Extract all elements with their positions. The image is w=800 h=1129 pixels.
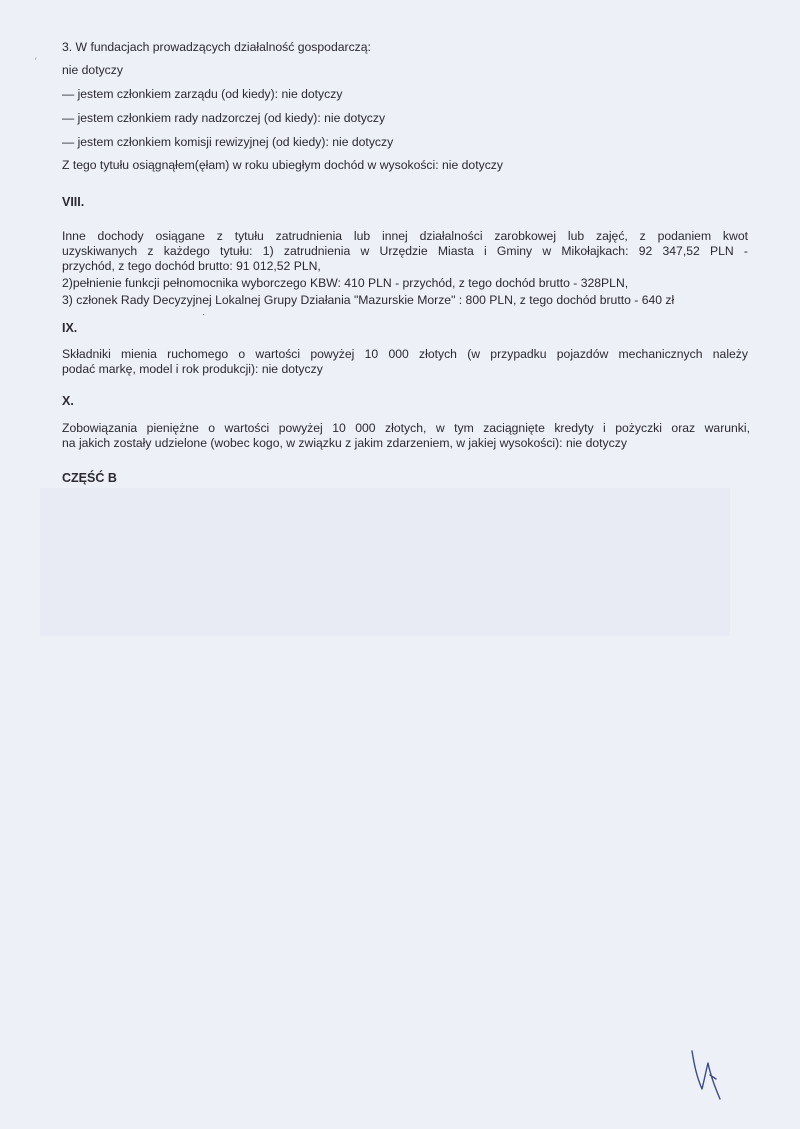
paper-fold-shade: [40, 488, 730, 636]
signature-initial: [680, 1045, 730, 1105]
scan-speck: [203, 314, 204, 315]
foundation-income-line: Z tego tytułu osiągnąłem(ęłam) w roku ubiegłym dochód w wysokości: nie dotyczy: [62, 158, 503, 172]
movable-property-line-2: podać markę, model i rok produkcji): nie dotyczy: [62, 362, 323, 376]
board-member-line: — jestem członkiem zarządu (od kiedy): nie dotyczy: [62, 87, 343, 101]
audit-committee-line: — jestem członkiem komisji rewizyjnej (od kiedy): nie dotyczy: [62, 135, 394, 149]
supervisory-board-line: — jestem członkiem rady nadzorczej (od kiedy): nie dotyczy: [62, 111, 386, 125]
movable-property-line-1: Składniki mienia ruchomego o wartości powyżej 10 000 złotych (w przypadku pojazdów mechanicznych należy: [62, 347, 748, 361]
foundations-status: nie dotyczy: [62, 63, 123, 77]
other-income-line-4: 2)pełnienie funkcji pełnomocnika wyborczego KBW: 410 PLN - przychód, z tego dochód brutto - 328PLN,: [62, 276, 629, 290]
other-income-line-3: przychód, z tego dochód brutto: 91 012,52 PLN,: [62, 259, 321, 273]
other-income-line-2: uzyskiwanych z każdego tytułu: 1) zatrudnienia w Urzędzie Miasta i Gminy w Mikołajkach: 92 347,52 PLN -: [62, 244, 748, 258]
scan-mark: ′: [35, 56, 37, 66]
liabilities-line-1: Zobowiązania pieniężne o wartości powyżej 10 000 złotych, w tym zaciągnięte kredyty i pożyczki oraz warunki,: [62, 421, 750, 435]
section-x-heading: X.: [62, 394, 74, 408]
liabilities-line-2: na jakich zostały udzielone (wobec kogo, w związku z jakim zdarzeniem, w jakiej wysokości): nie dotyczy: [62, 436, 627, 450]
other-income-line-5: 3) członek Rady Decyzyjnej Lokalnej Grupy Działania "Mazurskie Morze" : 800 PLN, z tego dochód brutto - 640 zł: [62, 293, 675, 307]
section-ix-heading: IX.: [62, 321, 78, 335]
section-viii-heading: VIII.: [62, 195, 85, 209]
part-b-heading: CZĘŚĆ B: [62, 471, 117, 485]
foundations-title: 3. W fundacjach prowadzących działalność gospodarczą:: [62, 40, 371, 54]
other-income-line-1: Inne dochody osiągane z tytułu zatrudnienia lub innej działalności zarobkowej lub zajęć, z podaniem kwot: [62, 229, 748, 243]
